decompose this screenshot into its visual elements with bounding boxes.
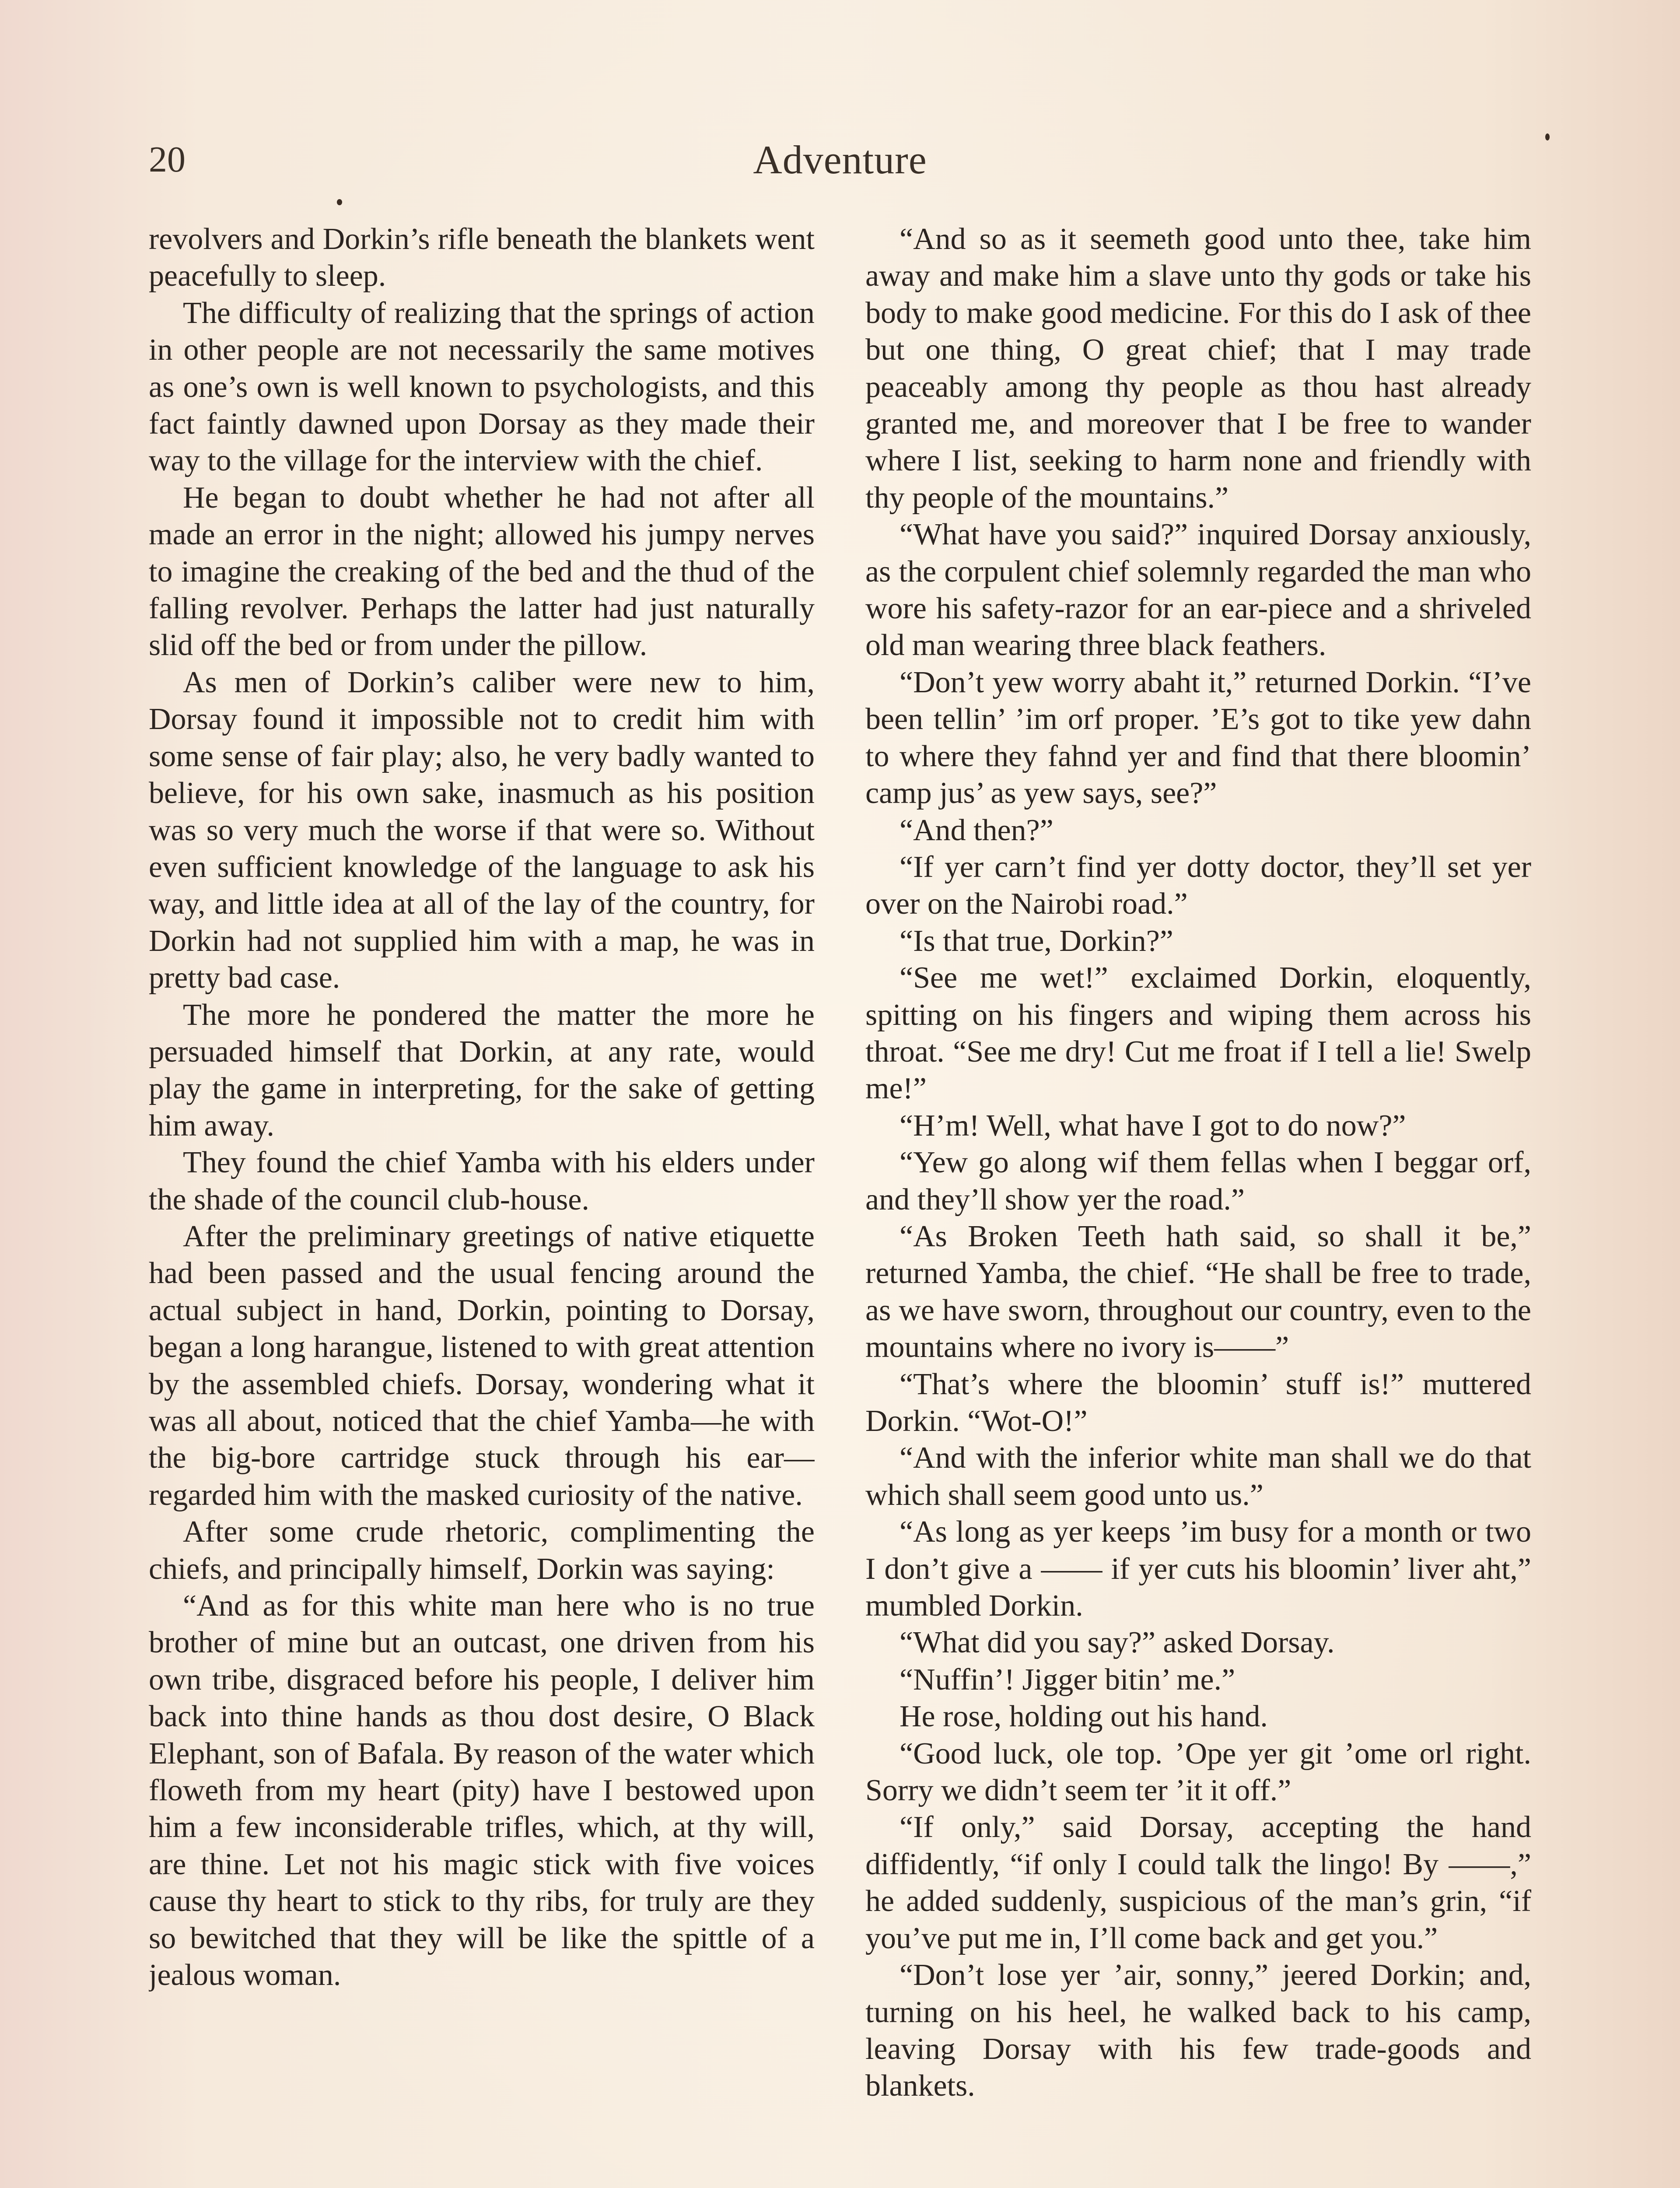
paragraph: “And with the inferior white man shall we do that which shall seem good unto us.” bbox=[865, 1441, 1531, 1512]
paragraph: “As long as yer keeps ’im busy for a month or two I don’t give a —— if yer cuts his bloomin’ liver aht,” mumbled Dorkin. bbox=[865, 1515, 1531, 1623]
paragraph: He rose, holding out his hand. bbox=[900, 1700, 1268, 1734]
paragraph: As men of Dorkin’s caliber were new to him, Dorsay found it impossible not to credit him with some sense of fair play; also, he very badly wanted to believe, for his own sake, inasmuch as his position was so very much the worse if that were so. Without even sufficient knowledge of the language to ask his way, and little idea at all of the lay of the country, for Dorkin had not supplied him with a map, he was in pretty bad case. bbox=[149, 665, 815, 995]
paragraph: “Don’t yew worry abaht it,” returned Dorkin. “I’ve been tellin’ ’im orf proper. ’E’s got to tike yew dahn to where they fahnd yer and find that there bloomin’ camp jus’ as yew says, see?” bbox=[865, 665, 1531, 810]
paragraph: “What have you said?” inquired Dorsay anxiously, as the corpulent chief solemnly regarded the man who wore his safety-razor for an ear-piece and a shriveled old man wearing three black feathers. bbox=[865, 518, 1531, 663]
right-column bbox=[865, 221, 1531, 2188]
paragraph: “What did you say?” asked Dorsay. bbox=[900, 1626, 1335, 1660]
running-title: Adventure bbox=[753, 137, 927, 182]
paragraph: He began to doubt whether he had not after all made an error in the night; allowed his jumpy nerves to imagine the creaking of the bed and the thud of the falling revolver. Perhaps the latter had just naturally slid off the bed or from under the pillow. bbox=[149, 480, 815, 663]
page-number: 20 bbox=[149, 139, 186, 180]
paragraph: The more he pondered the matter the more he persuaded himself that Dorkin, at any rate, would play the game in interpreting, for the sake of getting him away. bbox=[149, 998, 815, 1143]
left-column bbox=[149, 221, 815, 2188]
paragraph: “As Broken Teeth hath said, so shall it be,” returned Yamba, the chief. “He shall be free to trade, as we have sworn, throughout our country, even to the mountains where no ivory is——” bbox=[865, 1219, 1531, 1364]
paragraph: “If only,” said Dorsay, accepting the hand diffidently, “if only I could talk the lingo! By ——,” he added suddenly, suspicious of the man’s grin, “if you’ve put me in, I’ll come back and get you.” bbox=[865, 1810, 1531, 1955]
paragraph: “Is that true, Dorkin?” bbox=[900, 924, 1173, 958]
paragraph: “Yew go along wif them fellas when I beggar orf, and they’ll show yer the road.” bbox=[865, 1146, 1531, 1217]
paragraph: “H’m! Well, what have I got to do now?” bbox=[900, 1108, 1406, 1143]
paragraph: “And so as it seemeth good unto thee, take him away and make him a slave unto thy gods or take his body to make good medicine. For this do I ask of thee but one thing, O great chief; that I may trade peaceably among thy people as thou hast already granted me, and moreover that I be free to wander where I list, seeking to harm none and friendly with thy people of the mountains.” bbox=[865, 222, 1531, 515]
paragraph: After the preliminary greetings of native etiquette had been passed and the usual fencing around the actual subject in hand, Dorkin, pointing to Dorsay, began a long harangue, listened to with great attention by the assembled chiefs. Dorsay, wondering what it was all about, noticed that the chief Yamba—he with the big-bore cartridge stuck through his ear—regarded him with the masked curiosity of the native. bbox=[149, 1219, 815, 1512]
paragraph: “Good luck, ole top. ’Ope yer git ’ome orl right. Sorry we didn’t seem ter ’it it off.” bbox=[865, 1736, 1531, 1808]
paragraph: After some crude rhetoric, complimenting the chiefs, and principally himself, Dorkin was saying: bbox=[149, 1515, 815, 1586]
paragraph: “And then?” bbox=[900, 813, 1054, 847]
paragraph: “Nuffin’! Jigger bitin’ me.” bbox=[900, 1662, 1236, 1697]
paragraph: revolvers and Dorkin’s rifle beneath the blankets went peacefully to sleep. bbox=[149, 222, 815, 293]
paragraph: “If yer carn’t find yer dotty doctor, they’ll set yer over on the Nairobi road.” bbox=[865, 850, 1531, 921]
ink-speck bbox=[1545, 133, 1550, 140]
page-header bbox=[149, 131, 1531, 188]
paragraph: “And as for this white man here who is no true brother of mine but an outcast, one driven from his own tribe, disgraced before his people, I deliver him back into thine hands as thou dost desire, O Black Elephant, son of Bafala. By reason of the water which floweth from my heart (pity) have I bestowed upon him a few inconsiderable trifles, which, at thy will, are thine. Let not his magic stick with five voices cause thy heart to stick to thy ribs, for truly are they so bewitched that they will be like the spittle of a jealous woman. bbox=[149, 1589, 815, 1992]
paragraph: “That’s where the bloomin’ stuff is!” muttered Dorkin. “Wot-O!” bbox=[865, 1367, 1531, 1438]
paragraph: They found the chief Yamba with his elders under the shade of the council club-house. bbox=[149, 1146, 815, 1217]
paragraph: “Don’t lose yer ’air, sonny,” jeered Dorkin; and, turning on his heel, he walked back to his camp, leaving Dorsay with his few trade-goods and blankets. bbox=[865, 1958, 1531, 2103]
ink-speck bbox=[337, 199, 342, 205]
paragraph: The difficulty of realizing that the springs of action in other people are not necessarily the same motives as one’s own is well known to psychologists, and this fact faintly dawned upon Dorsay as they made their way to the village for the interview with the chief. bbox=[149, 296, 815, 478]
text-columns bbox=[149, 221, 1531, 2188]
paragraph: “See me wet!” exclaimed Dorkin, eloquently, spitting on his fingers and wiping them across his throat. “See me dry! Cut me froat if I tell a lie! Swelp me!” bbox=[865, 961, 1531, 1106]
